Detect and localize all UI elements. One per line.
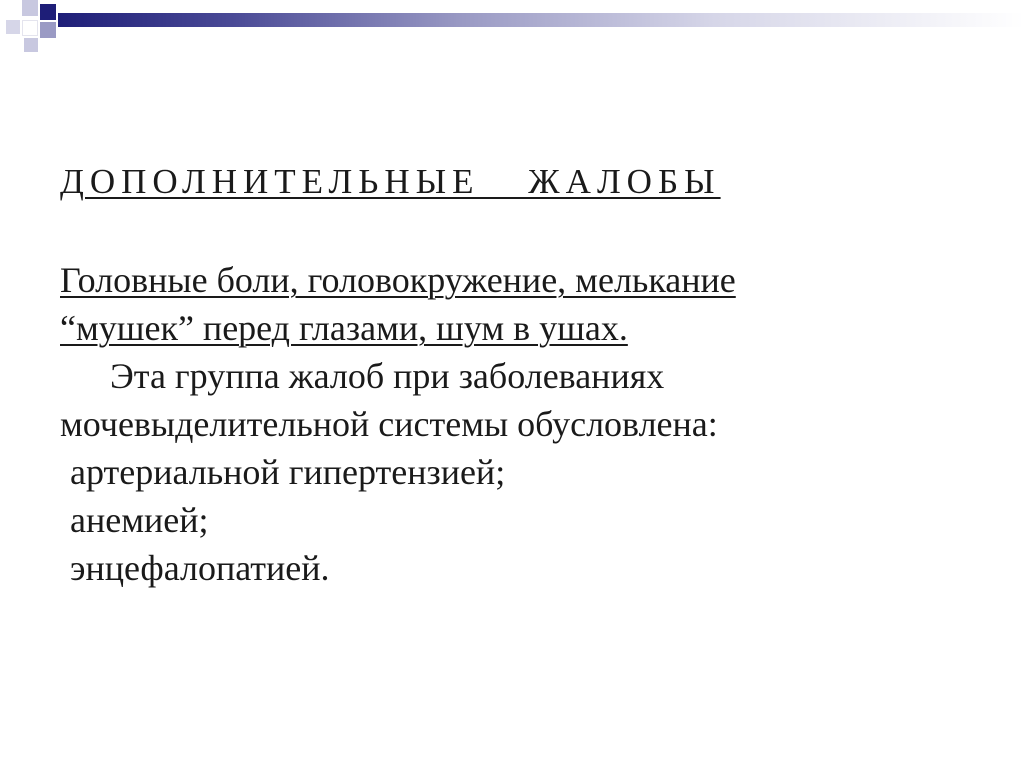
decor-square: [24, 38, 38, 52]
header-decoration: [0, 0, 1024, 60]
decor-square: [6, 20, 20, 34]
cause-item-encephalopathy: энцефалопатией.: [70, 548, 330, 588]
cause-item-anemia: анемией;: [70, 500, 209, 540]
decor-square: [22, 0, 38, 16]
decor-square: [40, 4, 56, 20]
cause-item-hypertension: артериальной гипертензией;: [70, 452, 506, 492]
slide-body: [60, 158, 960, 592]
symptoms-line-1: Головные боли, головокружение, мелькание: [60, 260, 736, 300]
decor-square: [22, 20, 38, 36]
cause-intro-line-1: Эта группа жалоб при заболеваниях: [110, 356, 665, 396]
decor-square: [40, 22, 56, 38]
cause-intro-line-2: мочевыделительной системы обусловлена:: [60, 404, 718, 444]
spacer: [60, 206, 960, 256]
slide-title: ДОПОЛНИТЕЛЬНЫЕ ЖАЛОБЫ: [60, 162, 721, 201]
header-gradient-bar: [58, 13, 1024, 27]
symptoms-line-2: “мушек” перед глазами, шум в ушах.: [60, 308, 628, 348]
